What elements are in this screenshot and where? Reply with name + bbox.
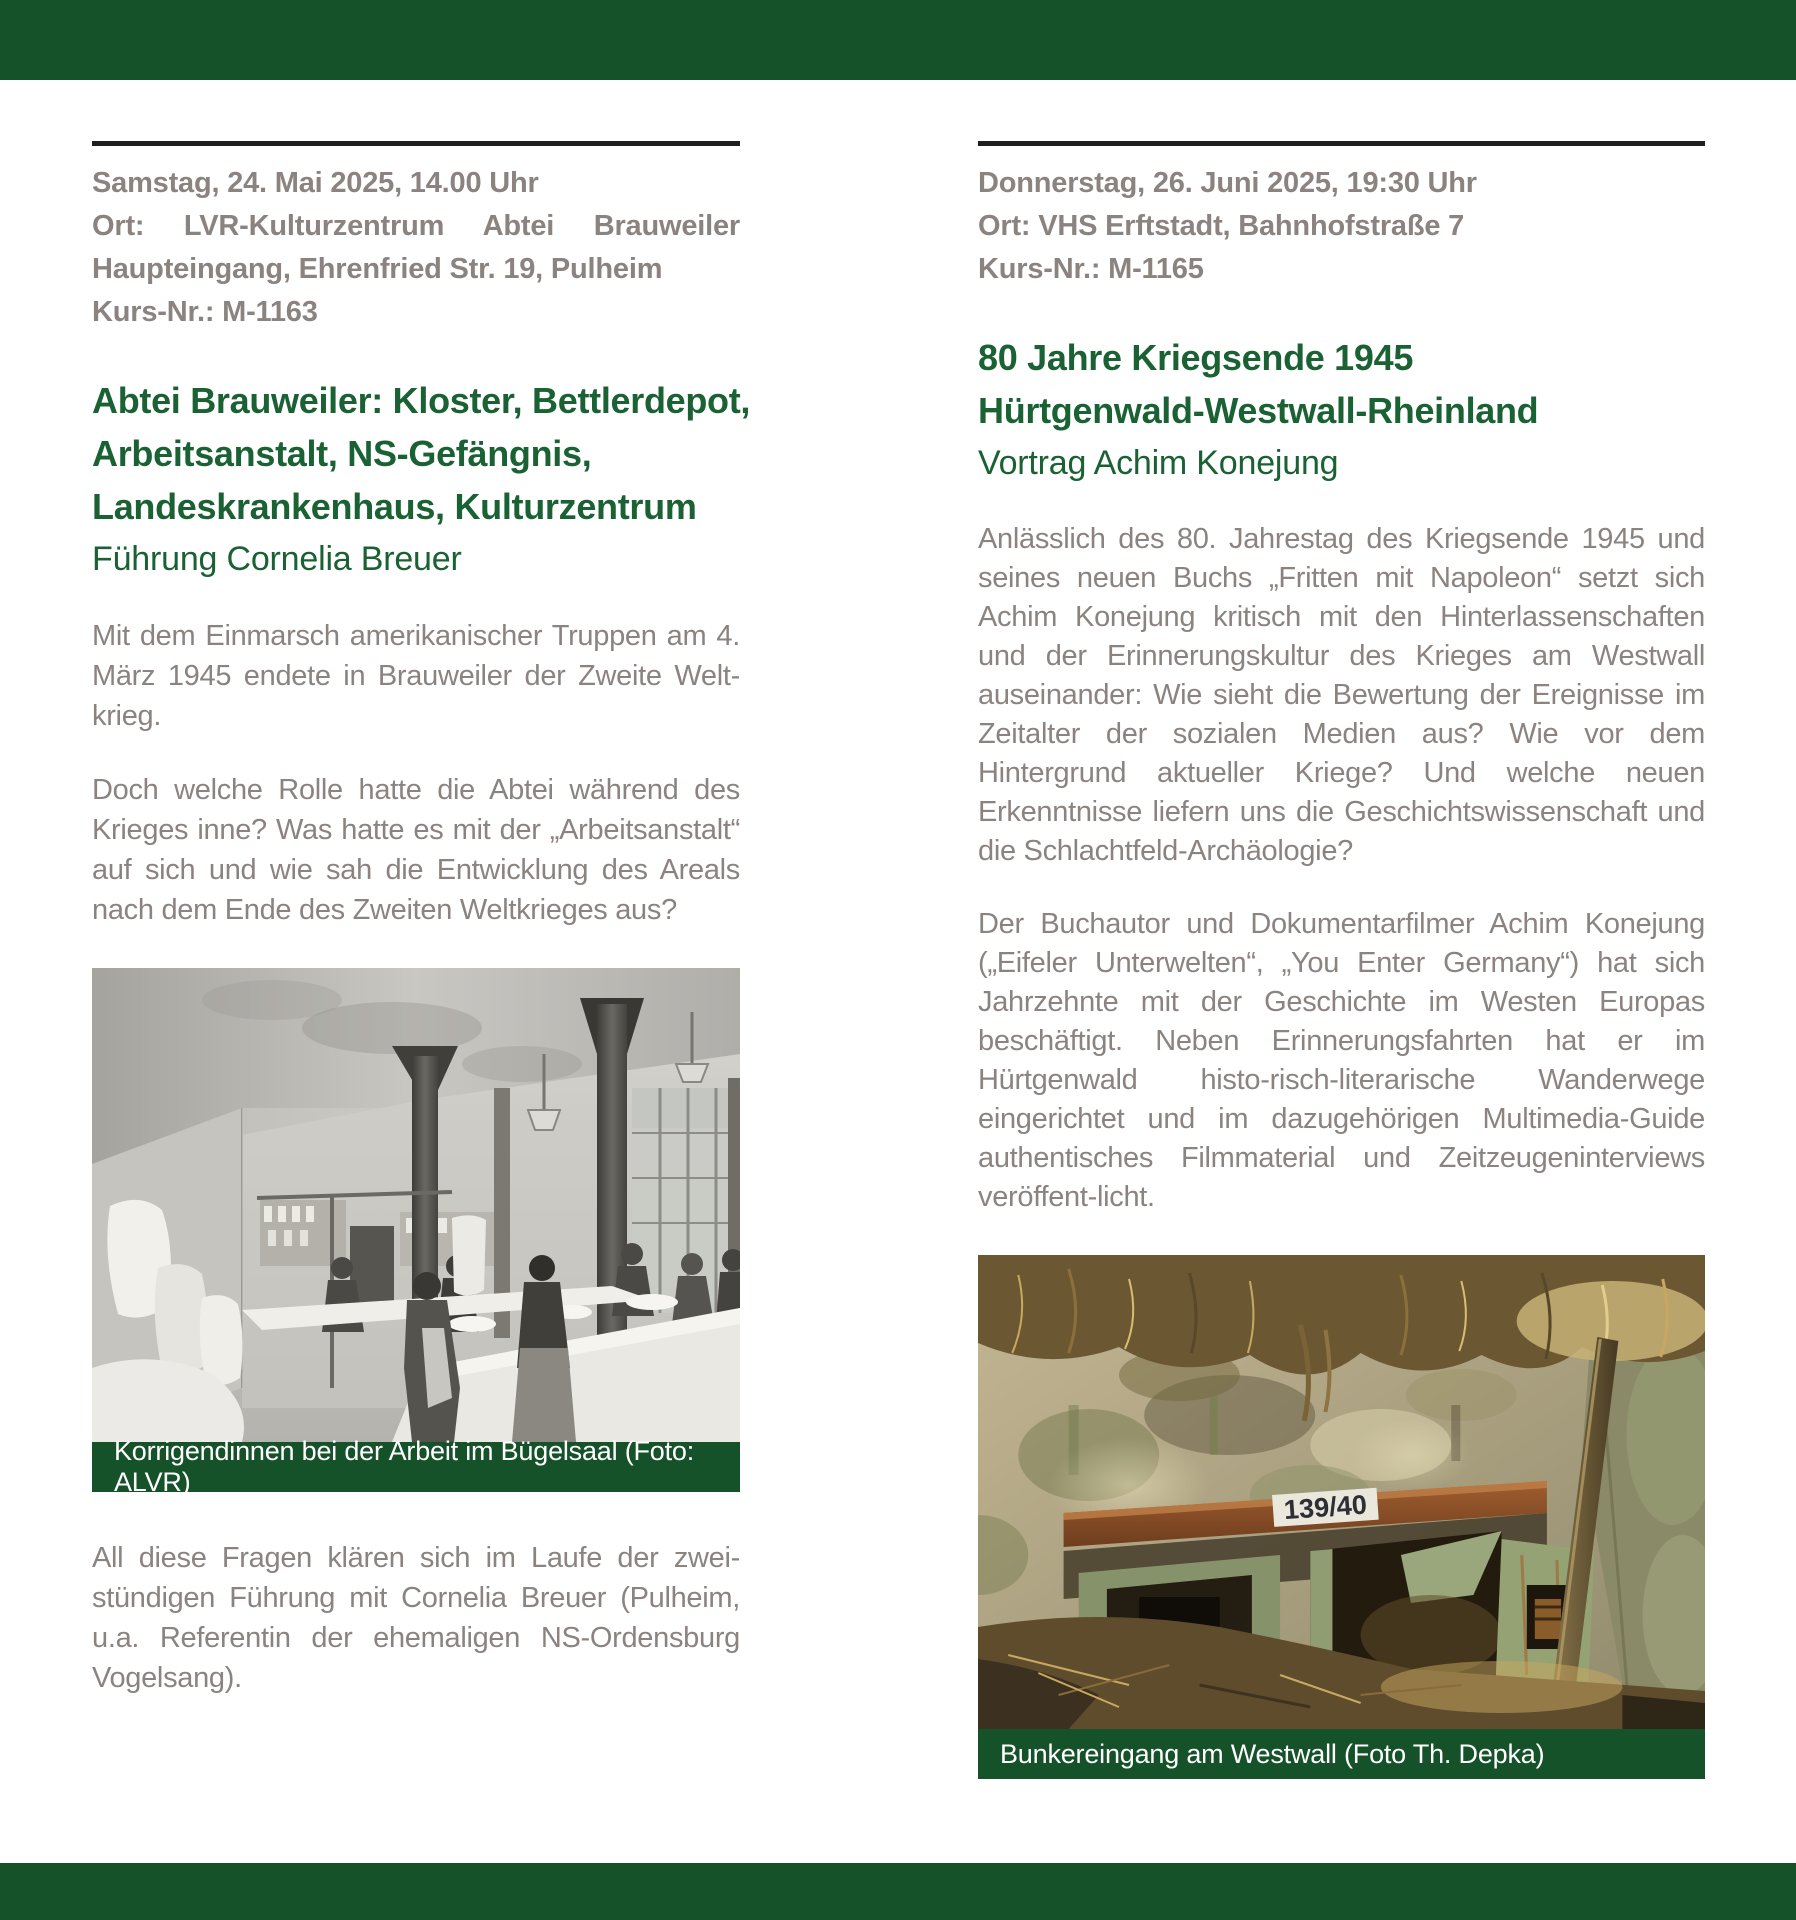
- event-title: [92, 374, 751, 586]
- body-paragraph: Doch welche Rolle hatte die Abtei während des Krieges inne? Was hatte es mit der „Arbeitsanstalt“ auf sich und wie sah die Entwicklung des Areals nach dem Ende des Zweiten Weltkrieges aus?: [92, 774, 740, 926]
- title-line: Hürtgenwald-Westwall-Rheinland: [978, 390, 1539, 431]
- event-subtitle: Vortrag Achim Konejung: [978, 444, 1339, 482]
- bunker-number-label: 139/40: [1282, 1488, 1368, 1526]
- event-course-number: Kurs-Nr.: M-1165: [978, 253, 1204, 285]
- event-datetime: Samstag, 24. Mai 2025, 14.00 Uhr: [92, 167, 539, 199]
- body-paragraph: Anlässlich des 80. Jahrestag des Kriegsende 1945 und seines neuen Buchs „Fritten mit Napoleon“ setzt sich Achim Konejung kritisch mit den Hinterlassenschaften und der Erinnerungskultur des Krieges am Westwall auseinander: Wie sieht die Bewertung der Ereignisse im Zeitalter der sozialen Medien aus? Wie vor dem Hintergrund aktueller Kriege? Und welche neuen Erkenntnisse liefern uns die Geschichtswissenschaft und die Schlachtfeld-Archäologie?: [978, 523, 1705, 867]
- top-color-bar: [0, 0, 1796, 80]
- column-rule: [978, 141, 1705, 146]
- title-line: Abtei Brauweiler: Kloster, Bettlerdepot,: [92, 380, 751, 421]
- caption-text: Korrigendinnen bei der Arbeit im Bügelsaal (Foto: ALVR): [114, 1436, 695, 1497]
- figure-caption: [92, 1436, 740, 1497]
- body-paragraph: Mit dem Einmarsch amerikanischer Truppen am 4. März 1945 endete in Brauweiler der Zweite Welt-krieg.: [92, 620, 740, 732]
- title-line: Landeskrankenhaus, Kulturzentrum: [92, 486, 697, 527]
- laundry-hall-photo: [92, 968, 740, 1442]
- body-paragraph: Der Buchautor und Dokumentarfilmer Achim Konejung („Eifeler Unterwelten“, „You Enter Germany“) hat sich Jahrzehnte mit der Geschichte im Westen Europas beschäftigt. Neben Erinnerungsfahrten hat er im Hürtgenwald histo-risch-literarische Wanderwege eingerichtet und im dazugehörigen Multimedia-Guide authentisches Filmmaterial und Zeitzeugeninterviews veröffent-licht.: [978, 908, 1705, 1213]
- event-meta: [978, 162, 1705, 291]
- caption-text: Bunkereingang am Westwall (Foto Th. Depka): [1000, 1738, 1545, 1769]
- event-meta: [92, 162, 740, 334]
- body-paragraph: All diese Fragen klären sich im Laufe der zwei-stündigen Führung mit Cornelia Breuer (Pulheim, u.a. Referentin der ehemaligen NS-Ordensburg Vogelsang).: [92, 1542, 740, 1694]
- figure-laundry-hall: [92, 968, 740, 1497]
- event-location: Ort: VHS Erftstadt, Bahnhofstraße 7: [978, 210, 1465, 242]
- event-location: Ort: LVR-Kulturzentrum Abtei Brauweiler Haupteingang, Ehrenfried Str. 19, Pulheim: [92, 210, 740, 285]
- event-title: [978, 331, 1705, 490]
- event-course-number: Kurs-Nr.: M-1163: [92, 296, 318, 328]
- figure-bunker: [978, 1255, 1705, 1779]
- bottom-color-bar: [0, 1863, 1796, 1920]
- title-line: Arbeitsanstalt, NS-Gefängnis,: [92, 433, 592, 474]
- bunker-photo: [978, 1255, 1705, 1729]
- right-column: [978, 141, 1705, 1779]
- left-column: [92, 141, 751, 1727]
- event-datetime: Donnerstag, 26. Juni 2025, 19:30 Uhr: [978, 167, 1477, 199]
- title-line: 80 Jahre Kriegsende 1945: [978, 337, 1414, 378]
- figure-caption: [978, 1729, 1705, 1779]
- event-subtitle: Führung Cornelia Breuer: [92, 540, 462, 578]
- column-rule: [92, 141, 740, 146]
